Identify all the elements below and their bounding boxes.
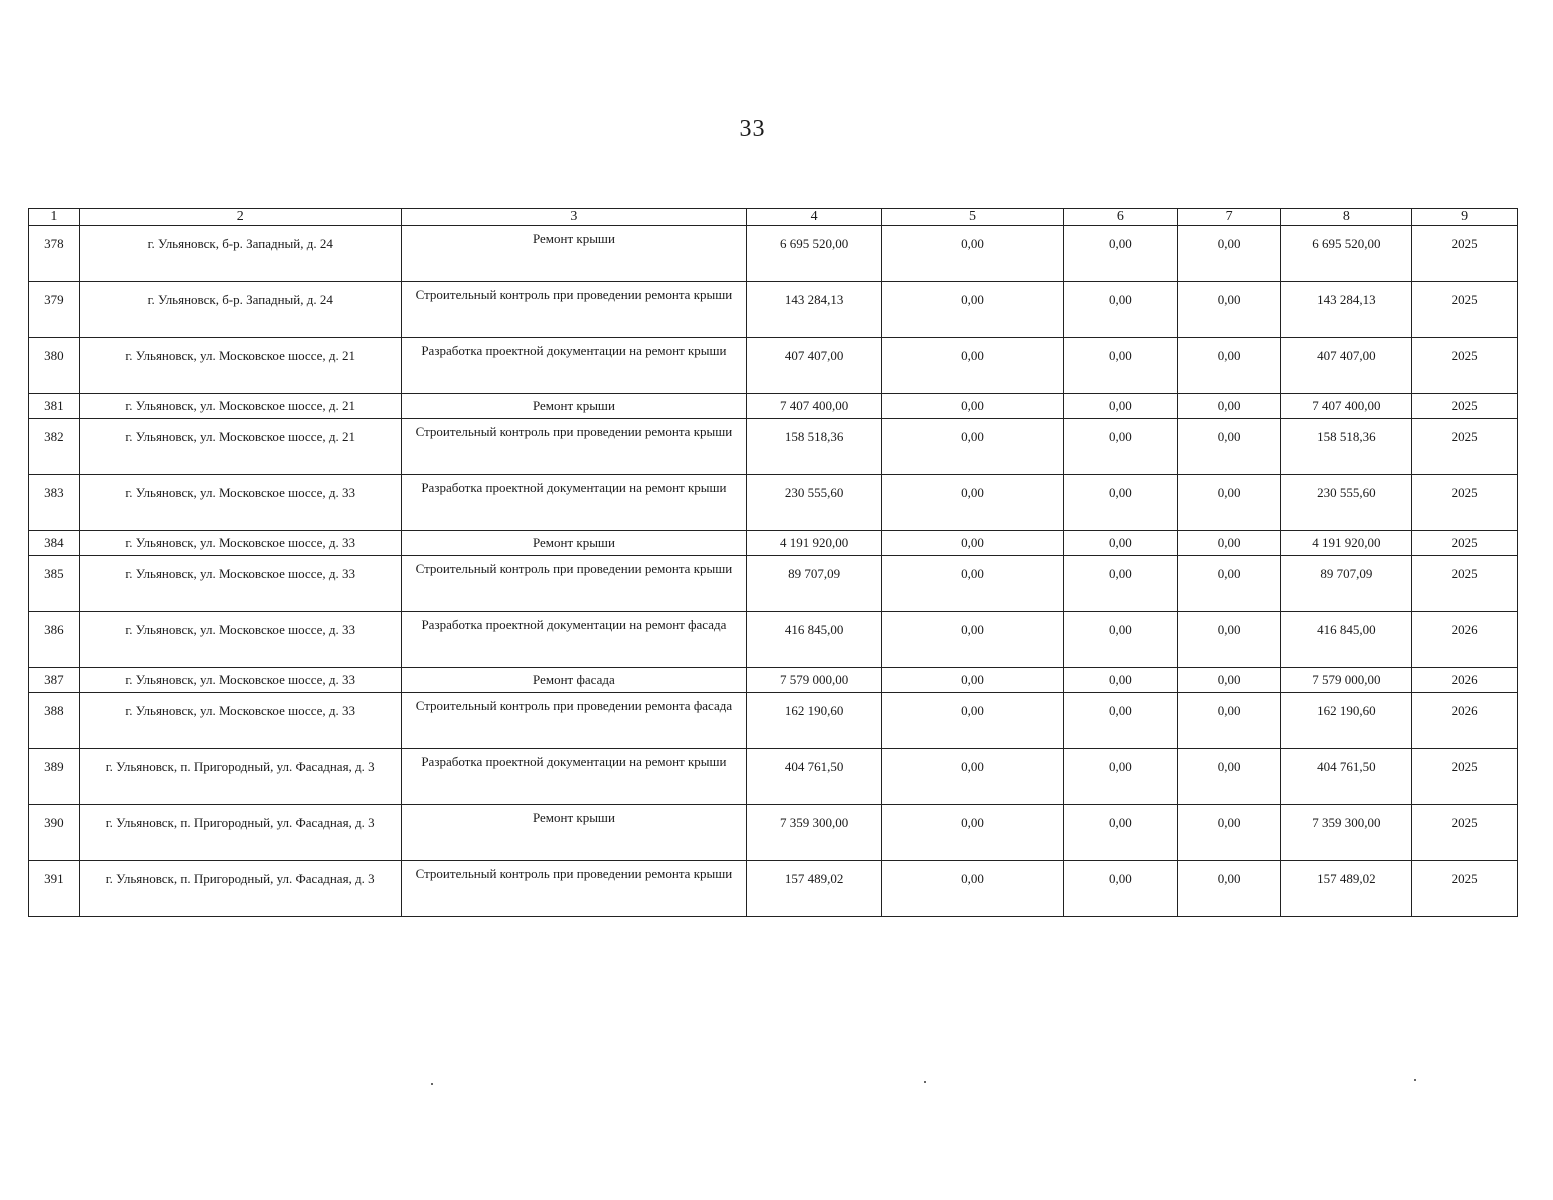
year-cell: 2025 bbox=[1412, 805, 1518, 861]
work-type-cell: Ремонт фасада bbox=[401, 668, 746, 693]
col8-cell: 407 407,00 bbox=[1281, 338, 1412, 394]
work-type-cell: Строительный контроль при проведении ремонта фасада bbox=[401, 693, 746, 749]
total-cost-cell: 230 555,60 bbox=[747, 475, 882, 531]
year-cell: 2026 bbox=[1412, 693, 1518, 749]
total-cost-cell: 157 489,02 bbox=[747, 861, 882, 917]
row-number-cell: 383 bbox=[29, 475, 80, 531]
col6-cell: 0,00 bbox=[1063, 861, 1177, 917]
year-cell: 2026 bbox=[1412, 612, 1518, 668]
address-cell: г. Ульяновск, ул. Московское шоссе, д. 33 bbox=[79, 556, 401, 612]
year-cell: 2025 bbox=[1412, 556, 1518, 612]
col7-cell: 0,00 bbox=[1177, 338, 1280, 394]
total-cost-cell: 7 407 400,00 bbox=[747, 394, 882, 419]
address-cell: г. Ульяновск, ул. Московское шоссе, д. 33 bbox=[79, 693, 401, 749]
col5-cell: 0,00 bbox=[882, 805, 1064, 861]
header-row bbox=[29, 209, 1518, 226]
row-number-cell: 388 bbox=[29, 693, 80, 749]
col6-cell: 0,00 bbox=[1063, 749, 1177, 805]
col6-cell: 0,00 bbox=[1063, 394, 1177, 419]
table-row bbox=[29, 282, 1518, 338]
col5-cell: 0,00 bbox=[882, 749, 1064, 805]
table-row bbox=[29, 668, 1518, 693]
col7-cell: 0,00 bbox=[1177, 475, 1280, 531]
year-cell: 2025 bbox=[1412, 394, 1518, 419]
address-cell: г. Ульяновск, п. Пригородный, ул. Фасадная, д. 3 bbox=[79, 861, 401, 917]
col7-cell: 0,00 bbox=[1177, 419, 1280, 475]
col8-cell: 89 707,09 bbox=[1281, 556, 1412, 612]
total-cost-cell: 4 191 920,00 bbox=[747, 531, 882, 556]
work-type-cell: Ремонт крыши bbox=[401, 226, 746, 282]
address-cell: г. Ульяновск, ул. Московское шоссе, д. 21 bbox=[79, 394, 401, 419]
year-cell: 2025 bbox=[1412, 338, 1518, 394]
column-header: 9 bbox=[1412, 209, 1518, 226]
column-header: 8 bbox=[1281, 209, 1412, 226]
year-cell: 2025 bbox=[1412, 861, 1518, 917]
work-type-cell: Ремонт крыши bbox=[401, 394, 746, 419]
column-header: 4 bbox=[747, 209, 882, 226]
col7-cell: 0,00 bbox=[1177, 749, 1280, 805]
year-cell: 2025 bbox=[1412, 531, 1518, 556]
total-cost-cell: 143 284,13 bbox=[747, 282, 882, 338]
col5-cell: 0,00 bbox=[882, 693, 1064, 749]
repair-program-table bbox=[28, 208, 1518, 917]
col6-cell: 0,00 bbox=[1063, 419, 1177, 475]
year-cell: 2026 bbox=[1412, 668, 1518, 693]
work-type-cell: Разработка проектной документации на ремонт крыши bbox=[401, 475, 746, 531]
col6-cell: 0,00 bbox=[1063, 531, 1177, 556]
col7-cell: 0,00 bbox=[1177, 805, 1280, 861]
col7-cell: 0,00 bbox=[1177, 226, 1280, 282]
col8-cell: 162 190,60 bbox=[1281, 693, 1412, 749]
col5-cell: 0,00 bbox=[882, 556, 1064, 612]
column-header: 2 bbox=[79, 209, 401, 226]
col8-cell: 158 518,36 bbox=[1281, 419, 1412, 475]
table-row bbox=[29, 805, 1518, 861]
col6-cell: 0,00 bbox=[1063, 338, 1177, 394]
table-row bbox=[29, 338, 1518, 394]
row-number-cell: 385 bbox=[29, 556, 80, 612]
row-number-cell: 391 bbox=[29, 861, 80, 917]
column-header: 6 bbox=[1063, 209, 1177, 226]
col8-cell: 7 407 400,00 bbox=[1281, 394, 1412, 419]
page-number: 33 bbox=[739, 116, 766, 142]
col7-cell: 0,00 bbox=[1177, 612, 1280, 668]
col5-cell: 0,00 bbox=[882, 226, 1064, 282]
work-type-cell: Разработка проектной документации на ремонт крыши bbox=[401, 338, 746, 394]
address-cell: г. Ульяновск, ул. Московское шоссе, д. 33 bbox=[79, 475, 401, 531]
year-cell: 2025 bbox=[1412, 419, 1518, 475]
row-number-cell: 386 bbox=[29, 612, 80, 668]
col7-cell: 0,00 bbox=[1177, 394, 1280, 419]
col8-cell: 416 845,00 bbox=[1281, 612, 1412, 668]
col8-cell: 404 761,50 bbox=[1281, 749, 1412, 805]
total-cost-cell: 7 579 000,00 bbox=[747, 668, 882, 693]
table-row bbox=[29, 693, 1518, 749]
work-type-cell: Строительный контроль при проведении ремонта крыши bbox=[401, 556, 746, 612]
col7-cell: 0,00 bbox=[1177, 861, 1280, 917]
col5-cell: 0,00 bbox=[882, 612, 1064, 668]
row-number-cell: 380 bbox=[29, 338, 80, 394]
work-type-cell: Строительный контроль при проведении ремонта крыши bbox=[401, 282, 746, 338]
address-cell: г. Ульяновск, б-р. Западный, д. 24 bbox=[79, 282, 401, 338]
col7-cell: 0,00 bbox=[1177, 556, 1280, 612]
work-type-cell: Строительный контроль при проведении ремонта крыши bbox=[401, 861, 746, 917]
address-cell: г. Ульяновск, ул. Московское шоссе, д. 21 bbox=[79, 338, 401, 394]
total-cost-cell: 416 845,00 bbox=[747, 612, 882, 668]
col6-cell: 0,00 bbox=[1063, 693, 1177, 749]
col5-cell: 0,00 bbox=[882, 861, 1064, 917]
col7-cell: 0,00 bbox=[1177, 531, 1280, 556]
col8-cell: 157 489,02 bbox=[1281, 861, 1412, 917]
col8-cell: 143 284,13 bbox=[1281, 282, 1412, 338]
work-type-cell: Ремонт крыши bbox=[401, 805, 746, 861]
total-cost-cell: 162 190,60 bbox=[747, 693, 882, 749]
row-number-cell: 378 bbox=[29, 226, 80, 282]
total-cost-cell: 404 761,50 bbox=[747, 749, 882, 805]
col6-cell: 0,00 bbox=[1063, 475, 1177, 531]
row-number-cell: 387 bbox=[29, 668, 80, 693]
col5-cell: 0,00 bbox=[882, 338, 1064, 394]
col8-cell: 7 359 300,00 bbox=[1281, 805, 1412, 861]
table-row bbox=[29, 612, 1518, 668]
row-number-cell: 389 bbox=[29, 749, 80, 805]
work-type-cell: Ремонт крыши bbox=[401, 531, 746, 556]
work-type-cell: Разработка проектной документации на ремонт фасада bbox=[401, 612, 746, 668]
scan-speck bbox=[1414, 1079, 1416, 1081]
table-row bbox=[29, 419, 1518, 475]
col6-cell: 0,00 bbox=[1063, 805, 1177, 861]
table-row bbox=[29, 226, 1518, 282]
col8-cell: 7 579 000,00 bbox=[1281, 668, 1412, 693]
address-cell: г. Ульяновск, ул. Московское шоссе, д. 33 bbox=[79, 612, 401, 668]
address-cell: г. Ульяновск, ул. Московское шоссе, д. 33 bbox=[79, 531, 401, 556]
table-row bbox=[29, 556, 1518, 612]
row-number-cell: 381 bbox=[29, 394, 80, 419]
column-header: 1 bbox=[29, 209, 80, 226]
col6-cell: 0,00 bbox=[1063, 556, 1177, 612]
col7-cell: 0,00 bbox=[1177, 693, 1280, 749]
total-cost-cell: 6 695 520,00 bbox=[747, 226, 882, 282]
col6-cell: 0,00 bbox=[1063, 612, 1177, 668]
row-number-cell: 390 bbox=[29, 805, 80, 861]
table-row bbox=[29, 394, 1518, 419]
address-cell: г. Ульяновск, б-р. Западный, д. 24 bbox=[79, 226, 401, 282]
row-number-cell: 379 bbox=[29, 282, 80, 338]
year-cell: 2025 bbox=[1412, 226, 1518, 282]
col5-cell: 0,00 bbox=[882, 419, 1064, 475]
year-cell: 2025 bbox=[1412, 475, 1518, 531]
address-cell: г. Ульяновск, п. Пригородный, ул. Фасадная, д. 3 bbox=[79, 749, 401, 805]
col7-cell: 0,00 bbox=[1177, 668, 1280, 693]
table-row bbox=[29, 475, 1518, 531]
col8-cell: 4 191 920,00 bbox=[1281, 531, 1412, 556]
work-type-cell: Строительный контроль при проведении ремонта крыши bbox=[401, 419, 746, 475]
col7-cell: 0,00 bbox=[1177, 282, 1280, 338]
address-cell: г. Ульяновск, ул. Московское шоссе, д. 21 bbox=[79, 419, 401, 475]
scan-speck bbox=[431, 1083, 433, 1085]
total-cost-cell: 7 359 300,00 bbox=[747, 805, 882, 861]
total-cost-cell: 407 407,00 bbox=[747, 338, 882, 394]
col8-cell: 230 555,60 bbox=[1281, 475, 1412, 531]
total-cost-cell: 89 707,09 bbox=[747, 556, 882, 612]
col6-cell: 0,00 bbox=[1063, 668, 1177, 693]
column-header: 3 bbox=[401, 209, 746, 226]
col5-cell: 0,00 bbox=[882, 282, 1064, 338]
address-cell: г. Ульяновск, п. Пригородный, ул. Фасадная, д. 3 bbox=[79, 805, 401, 861]
address-cell: г. Ульяновск, ул. Московское шоссе, д. 33 bbox=[79, 668, 401, 693]
col6-cell: 0,00 bbox=[1063, 226, 1177, 282]
col5-cell: 0,00 bbox=[882, 531, 1064, 556]
row-number-cell: 382 bbox=[29, 419, 80, 475]
table-row bbox=[29, 531, 1518, 556]
year-cell: 2025 bbox=[1412, 282, 1518, 338]
table-row bbox=[29, 749, 1518, 805]
total-cost-cell: 158 518,36 bbox=[747, 419, 882, 475]
col8-cell: 6 695 520,00 bbox=[1281, 226, 1412, 282]
table-body bbox=[29, 226, 1518, 917]
column-header: 7 bbox=[1177, 209, 1280, 226]
table-row bbox=[29, 861, 1518, 917]
col5-cell: 0,00 bbox=[882, 668, 1064, 693]
scan-speck bbox=[924, 1081, 926, 1083]
col5-cell: 0,00 bbox=[882, 394, 1064, 419]
col6-cell: 0,00 bbox=[1063, 282, 1177, 338]
column-header: 5 bbox=[882, 209, 1064, 226]
col5-cell: 0,00 bbox=[882, 475, 1064, 531]
year-cell: 2025 bbox=[1412, 749, 1518, 805]
work-type-cell: Разработка проектной документации на ремонт крыши bbox=[401, 749, 746, 805]
row-number-cell: 384 bbox=[29, 531, 80, 556]
